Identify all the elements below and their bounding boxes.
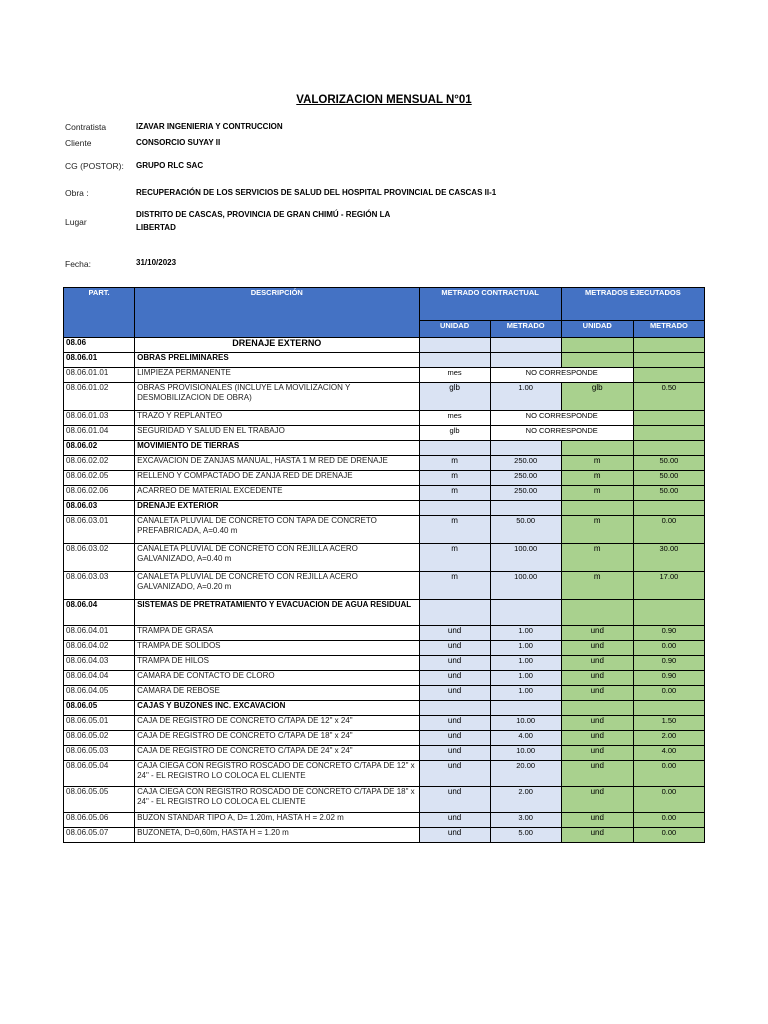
lugar-value: DISTRITO DE CASCAS, PROVINCIA DE GRAN CHIMÚ - REGIÓN LA LIBERTAD [136, 210, 390, 232]
executed-metrado-cell [633, 368, 704, 383]
row-description: SEGURIDAD Y SALUD EN EL TRABAJO [135, 426, 419, 441]
executed-unit-cell: m [561, 486, 633, 501]
row-description: TRAMPA DE GRASA [135, 626, 419, 641]
contract-metrado-cell: 250.00 [490, 486, 561, 501]
cliente-value: CONSORCIO SUYAY II [136, 138, 221, 147]
row-code: 08.06.05.04 [64, 761, 135, 787]
row-description: CAJA DE REGISTRO DE CONCRETO C/TAPA DE 18" x 24" [135, 731, 419, 746]
table-row [64, 441, 705, 456]
contract-metrado-cell: 1.00 [490, 686, 561, 701]
row-description: CAJA CIEGA CON REGISTRO ROSCADO DE CONCRETO C/TAPA DE 18" x 24" - EL REGISTRO LO COLOCA EL CLIENTE [135, 787, 419, 813]
executed-unit-cell: und [561, 731, 633, 746]
lugar-label: Lugar [65, 217, 87, 227]
table-row [64, 486, 705, 501]
executed-metrado-cell: 0.00 [633, 828, 704, 843]
row-code: 08.06.05.05 [64, 787, 135, 813]
contract-unit-cell: und [419, 716, 490, 731]
executed-metrado-cell [633, 501, 704, 516]
document-title: VALORIZACION MENSUAL N°01 [296, 94, 472, 106]
table-row [64, 471, 705, 486]
contract-metrado-cell: 100.00 [490, 572, 561, 600]
header-descripcion: DESCRIPCIÓN [135, 288, 419, 338]
no-corresponde-note: NO CORRESPONDE [490, 411, 633, 426]
executed-metrado-cell: 0.00 [633, 516, 704, 544]
contract-metrado-cell: 50.00 [490, 516, 561, 544]
contract-unit-cell: m [419, 456, 490, 471]
row-description: MOVIMIENTO DE TIERRAS [135, 441, 419, 456]
header-unidad-ejecutado: UNIDAD [561, 321, 633, 338]
row-description: CANALETA PLUVIAL DE CONCRETO CON REJILLA ACERO GALVANIZADO, A=0.40 m [135, 544, 419, 572]
row-code: 08.06.02.05 [64, 471, 135, 486]
row-code: 08.06.01 [64, 353, 135, 368]
table-row [64, 686, 705, 701]
executed-unit-cell: m [561, 456, 633, 471]
table-row [64, 456, 705, 471]
table-row [64, 716, 705, 731]
executed-metrado-cell: 17.00 [633, 572, 704, 600]
executed-unit-cell [561, 501, 633, 516]
executed-metrado-cell [633, 426, 704, 441]
row-code: 08.06.05.07 [64, 828, 135, 843]
executed-unit-cell: und [561, 656, 633, 671]
executed-metrado-cell: 50.00 [633, 486, 704, 501]
table-row [64, 641, 705, 656]
contract-unit-cell: mes [419, 368, 490, 383]
executed-metrado-cell: 0.50 [633, 383, 704, 411]
executed-metrado-cell: 0.00 [633, 787, 704, 813]
executed-unit-cell [561, 338, 633, 353]
executed-metrado-cell [633, 353, 704, 368]
executed-unit-cell: und [561, 641, 633, 656]
executed-metrado-cell: 0.00 [633, 686, 704, 701]
contratista-value: IZAVAR INGENIERIA Y CONTRUCCION [136, 122, 283, 131]
row-code: 08.06.03 [64, 501, 135, 516]
row-code: 08.06.05.03 [64, 746, 135, 761]
executed-metrado-cell: 0.00 [633, 813, 704, 828]
row-code: 08.06.02 [64, 441, 135, 456]
row-description: LIMPIEZA PERMANENTE [135, 368, 419, 383]
contract-unit-cell [419, 600, 490, 626]
executed-metrado-cell: 0.00 [633, 641, 704, 656]
executed-metrado-cell: 0.00 [633, 761, 704, 787]
table-row [64, 761, 705, 787]
executed-unit-cell: m [561, 471, 633, 486]
executed-unit-cell: m [561, 544, 633, 572]
row-code: 08.06.05 [64, 701, 135, 716]
contract-unit-cell [419, 338, 490, 353]
table-row [64, 501, 705, 516]
row-code: 08.06.03.01 [64, 516, 135, 544]
row-description: CAJAS Y BUZONES INC. EXCAVACION [135, 701, 419, 716]
contract-unit-cell: und [419, 731, 490, 746]
executed-unit-cell: und [561, 716, 633, 731]
row-description: BUZONETA, D=0,60m, HASTA H = 1.20 m [135, 828, 419, 843]
contratista-label: Contratista [65, 122, 107, 132]
contract-unit-cell [419, 353, 490, 368]
contract-metrado-cell: 1.00 [490, 641, 561, 656]
contract-metrado-cell: 1.00 [490, 671, 561, 686]
contract-unit-cell [419, 501, 490, 516]
no-corresponde-note: NO CORRESPONDE [490, 368, 633, 383]
executed-unit-cell [561, 353, 633, 368]
table-row [64, 600, 705, 626]
row-code: 08.06.05.06 [64, 813, 135, 828]
row-description: CAJA DE REGISTRO DE CONCRETO C/TAPA DE 12" x 24" [135, 716, 419, 731]
executed-unit-cell: und [561, 671, 633, 686]
row-code: 08.06.04.04 [64, 671, 135, 686]
contract-metrado-cell: 1.00 [490, 626, 561, 641]
contract-unit-cell: und [419, 671, 490, 686]
row-code: 08.06.01.02 [64, 383, 135, 411]
contract-unit-cell: m [419, 486, 490, 501]
row-description: TRAMPA DE HILOS [135, 656, 419, 671]
row-description: EXCAVACION DE ZANJAS MANUAL, HASTA 1 M RED DE DRENAJE [135, 456, 419, 471]
contract-metrado-cell [490, 701, 561, 716]
table-row [64, 626, 705, 641]
executed-metrado-cell: 30.00 [633, 544, 704, 572]
executed-unit-cell: und [561, 746, 633, 761]
contract-metrado-cell: 1.00 [490, 656, 561, 671]
contract-metrado-cell [490, 600, 561, 626]
table-row [64, 572, 705, 600]
table-row [64, 671, 705, 686]
row-code: 08.06.02.02 [64, 456, 135, 471]
obra-label: Obra : [65, 188, 89, 198]
contract-unit-cell: und [419, 641, 490, 656]
contract-metrado-cell [490, 338, 561, 353]
contract-metrado-cell [490, 441, 561, 456]
header-metrados-ejecutados: METRADOS EJECUTADOS [561, 288, 704, 321]
contract-unit-cell [419, 441, 490, 456]
contract-unit-cell: und [419, 656, 490, 671]
row-description: DRENAJE EXTERIOR [135, 501, 419, 516]
executed-metrado-cell: 0.90 [633, 656, 704, 671]
contract-unit-cell: und [419, 686, 490, 701]
contract-metrado-cell [490, 353, 561, 368]
contract-metrado-cell: 100.00 [490, 544, 561, 572]
contract-unit-cell: und [419, 828, 490, 843]
table-row [64, 338, 705, 353]
contract-unit-cell: m [419, 544, 490, 572]
contract-metrado-cell: 10.00 [490, 716, 561, 731]
row-description: OBRAS PRELIMINARES [135, 353, 419, 368]
table-row [64, 368, 705, 383]
contract-unit-cell: und [419, 746, 490, 761]
header-unidad-contractual: UNIDAD [419, 321, 490, 338]
contract-metrado-cell: 2.00 [490, 787, 561, 813]
executed-metrado-cell [633, 441, 704, 456]
row-code: 08.06.04 [64, 600, 135, 626]
contract-metrado-cell [490, 501, 561, 516]
cg-label: CG (POSTOR): [65, 161, 124, 171]
row-code: 08.06.04.03 [64, 656, 135, 671]
row-code: 08.06.05.02 [64, 731, 135, 746]
row-description: TRAZO Y REPLANTEO [135, 411, 419, 426]
contract-metrado-cell: 4.00 [490, 731, 561, 746]
executed-unit-cell: glb [561, 383, 633, 411]
row-description: CAJA DE REGISTRO DE CONCRETO C/TAPA DE 24" x 24" [135, 746, 419, 761]
row-code: 08.06.02.06 [64, 486, 135, 501]
executed-metrado-cell: 0.90 [633, 626, 704, 641]
table-row [64, 828, 705, 843]
table-row [64, 746, 705, 761]
contract-metrado-cell: 3.00 [490, 813, 561, 828]
row-description: OBRAS PROVISIONALES (INCLUYE LA MOVILIZACION Y DESMOBILIZACION DE OBRA) [135, 383, 419, 411]
contract-unit-cell: und [419, 626, 490, 641]
header-metrado-contractual-value: METRADO [490, 321, 561, 338]
row-description: CAMARA DE CONTACTO DE CLORO [135, 671, 419, 686]
table-row [64, 411, 705, 426]
contract-unit-cell: m [419, 516, 490, 544]
table-row [64, 516, 705, 544]
header-part: PART. [64, 288, 135, 338]
row-code: 08.06.03.03 [64, 572, 135, 600]
row-description: CAMARA DE REBOSE [135, 686, 419, 701]
table-row [64, 701, 705, 716]
contract-metrado-cell: 20.00 [490, 761, 561, 787]
contract-metrado-cell: 5.00 [490, 828, 561, 843]
table-row [64, 383, 705, 411]
fecha-label: Fecha: [65, 259, 91, 269]
executed-metrado-cell: 1.50 [633, 716, 704, 731]
executed-unit-cell: und [561, 787, 633, 813]
contract-metrado-cell: 10.00 [490, 746, 561, 761]
cliente-label: Cliente [65, 138, 92, 148]
row-code: 08.06.03.02 [64, 544, 135, 572]
contract-unit-cell: glb [419, 426, 490, 441]
executed-metrado-cell: 2.00 [633, 731, 704, 746]
table-row [64, 426, 705, 441]
fecha-value: 31/10/2023 [136, 258, 177, 267]
executed-metrado-cell: 0.90 [633, 671, 704, 686]
executed-metrado-cell: 4.00 [633, 746, 704, 761]
executed-unit-cell: und [561, 828, 633, 843]
contract-unit-cell: und [419, 813, 490, 828]
executed-unit-cell [561, 701, 633, 716]
header-metrado-contractual: METRADO CONTRACTUAL [419, 288, 561, 321]
executed-unit-cell: m [561, 516, 633, 544]
executed-unit-cell: und [561, 686, 633, 701]
executed-metrado-cell [633, 600, 704, 626]
executed-unit-cell [561, 600, 633, 626]
contract-unit-cell: mes [419, 411, 490, 426]
contract-metrado-cell: 250.00 [490, 471, 561, 486]
row-description: RELLENO Y COMPACTADO DE ZANJA RED DE DRENAJE [135, 471, 419, 486]
executed-metrado-cell [633, 411, 704, 426]
row-description: CANALETA PLUVIAL DE CONCRETO CON REJILLA ACERO GALVANIZADO, A=0.20 m [135, 572, 419, 600]
contract-unit-cell: m [419, 471, 490, 486]
row-description: TRAMPA DE SOLIDOS [135, 641, 419, 656]
executed-unit-cell: und [561, 813, 633, 828]
row-code: 08.06 [64, 338, 135, 353]
table-row [64, 787, 705, 813]
row-description: DRENAJE EXTERNO [135, 338, 419, 353]
executed-unit-cell: m [561, 572, 633, 600]
executed-metrado-cell: 50.00 [633, 471, 704, 486]
header-metrado-ejecutado: METRADO [633, 321, 704, 338]
contract-unit-cell: und [419, 787, 490, 813]
row-description: BUZON STANDAR TIPO A, D= 1.20m, HASTA H = 2.02 m [135, 813, 419, 828]
no-corresponde-note: NO CORRESPONDE [490, 426, 633, 441]
row-code: 08.06.01.03 [64, 411, 135, 426]
executed-unit-cell: und [561, 761, 633, 787]
row-code: 08.06.04.01 [64, 626, 135, 641]
row-description: ACARREO DE MATERIAL EXCEDENTE [135, 486, 419, 501]
obra-value: RECUPERACIÓN DE LOS SERVICIOS DE SALUD DEL HOSPITAL PROVINCIAL DE CASCAS II-1 [136, 188, 497, 197]
contract-unit-cell: und [419, 761, 490, 787]
row-code: 08.06.04.05 [64, 686, 135, 701]
row-description: CANALETA PLUVIAL DE CONCRETO CON TAPA DE CONCRETO PREFABRICADA, A=0.40 m [135, 516, 419, 544]
contract-metrado-cell: 1.00 [490, 383, 561, 411]
executed-metrado-cell [633, 338, 704, 353]
contract-metrado-cell: 250.00 [490, 456, 561, 471]
contract-unit-cell: m [419, 572, 490, 600]
table-row [64, 353, 705, 368]
row-code: 08.06.01.01 [64, 368, 135, 383]
executed-metrado-cell: 50.00 [633, 456, 704, 471]
executed-unit-cell: und [561, 626, 633, 641]
valorizacion-table [63, 287, 705, 843]
row-description: CAJA CIEGA CON REGISTRO ROSCADO DE CONCRETO C/TAPA DE 12" x 24" - EL REGISTRO LO COLOCA EL CLIENTE [135, 761, 419, 787]
row-code: 08.06.05.01 [64, 716, 135, 731]
row-description: SISTEMAS DE PRETRATAMIENTO Y EVACUACION DE AGUA RESIDUAL [135, 600, 419, 626]
contract-unit-cell [419, 701, 490, 716]
table-row [64, 731, 705, 746]
table-row [64, 544, 705, 572]
contract-unit-cell: glb [419, 383, 490, 411]
cg-value: GRUPO RLC SAC [136, 161, 204, 170]
row-code: 08.06.01.04 [64, 426, 135, 441]
table-row [64, 813, 705, 828]
executed-unit-cell [561, 441, 633, 456]
row-code: 08.06.04.02 [64, 641, 135, 656]
table-row [64, 656, 705, 671]
executed-metrado-cell [633, 701, 704, 716]
